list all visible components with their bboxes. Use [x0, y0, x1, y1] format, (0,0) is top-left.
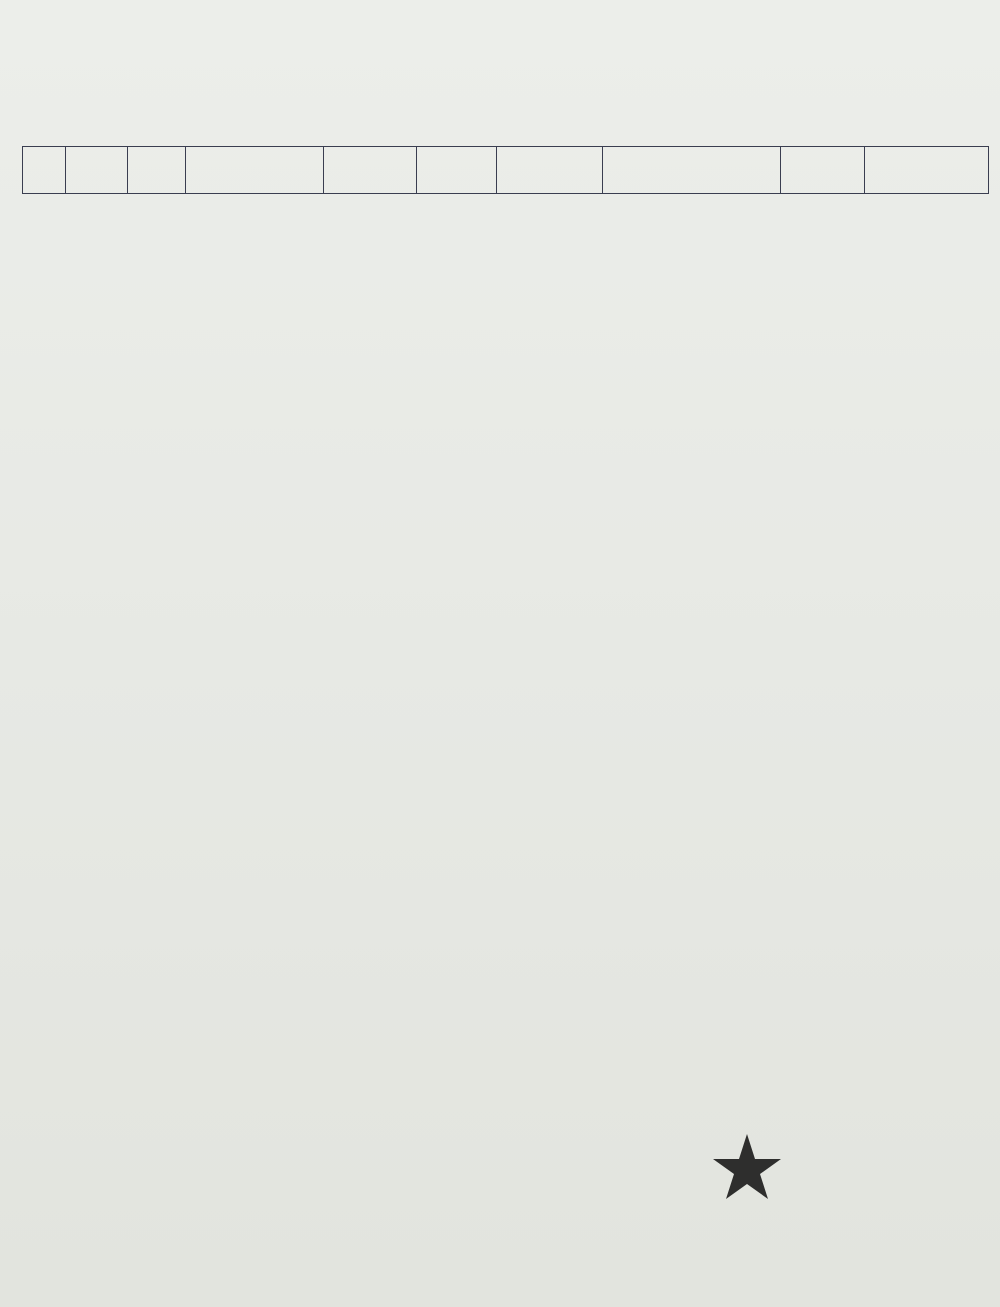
seal-star-icon	[713, 1134, 781, 1199]
header-speed	[865, 147, 989, 194]
table-header-row	[23, 147, 989, 194]
header-ring	[186, 147, 324, 194]
header-loft-no	[128, 147, 186, 194]
header-clock-time	[417, 147, 497, 194]
header-rank	[23, 147, 66, 194]
official-seal	[640, 1062, 855, 1277]
results-table	[22, 146, 989, 194]
header-distance	[781, 147, 865, 194]
header-bird-info	[324, 147, 417, 194]
header-return-time	[497, 147, 603, 194]
header-name	[66, 147, 128, 194]
header-coords	[603, 147, 781, 194]
